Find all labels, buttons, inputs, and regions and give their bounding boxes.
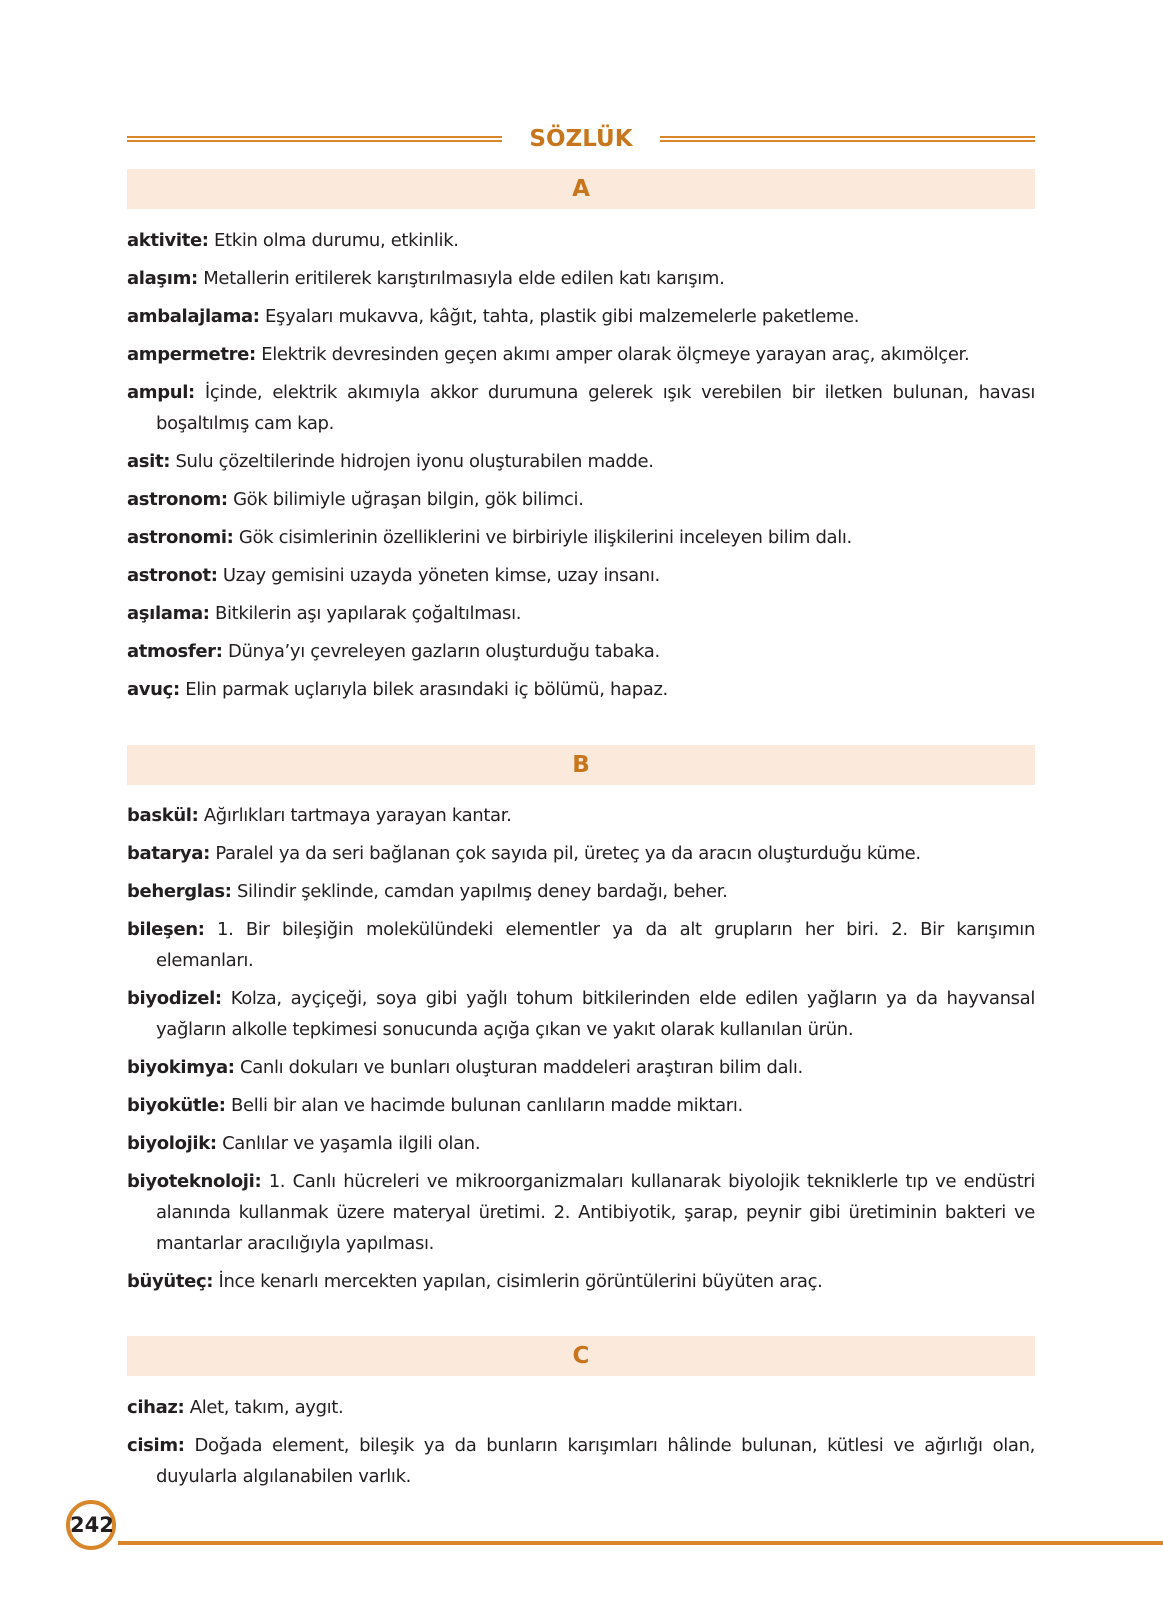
glossary-entry [127,1052,1035,1083]
entry-term: alaşım: [127,268,198,289]
entry-definition: Gök bilimiyle uğraşan bilgin, gök bilimci. [233,489,584,510]
glossary-entry [127,1430,1035,1492]
entry-definition: Elin parmak uçlarıyla bilek arasındaki iç bölümü, hapaz. [185,679,668,700]
glossary-entry [127,983,1035,1045]
footer-rule [118,1541,1163,1545]
entry-definition: Dünya’yı çevreleyen gazların oluşturduğu tabaka. [227,641,660,662]
entry-term: ampul: [127,382,195,403]
glossary-entry [127,674,1035,705]
entry-term: avuç: [127,679,180,700]
glossary-entry [127,560,1035,591]
entry-term: asit: [127,451,171,472]
entry-list-a [127,225,1035,712]
glossary-entry [127,800,1035,831]
entry-term: cisim: [127,1435,185,1456]
glossary-entry [127,446,1035,477]
entry-term: bileşen: [127,919,205,940]
glossary-entry [127,876,1035,907]
glossary-entry [127,636,1035,667]
entry-definition: Silindir şeklinde, camdan yapılmış deney bardağı, beher. [236,881,728,902]
entry-definition: Elektrik devresinden geçen akımı amper olarak ölçmeye yarayan araç, akımölçer. [261,344,970,365]
section-header-b: B [127,745,1035,785]
glossary-entry [127,484,1035,515]
glossary-entry [127,838,1035,869]
glossary-entry [127,1266,1035,1297]
entry-definition: Canlı dokuları ve bunları oluşturan maddeleri araştıran bilim dalı. [240,1057,803,1078]
entry-term: beherglas: [127,881,232,902]
entry-definition: Bitkilerin aşı yapılarak çoğaltılması. [215,603,522,624]
glossary-entry [127,598,1035,629]
entry-definition: İnce kenarlı mercekten yapılan, cisimlerin görüntülerini büyüten araç. [218,1271,823,1292]
entry-definition: Canlılar ve yaşamla ilgili olan. [222,1133,481,1154]
entry-definition: Uzay gemisini uzayda yöneten kimse, uzay insanı. [222,565,660,586]
glossary-entry [127,914,1035,976]
entry-definition: Doğada element, bileşik ya da bunların karışımları hâlinde bulunan, kütlesi ve ağırlığı olan, duyularla algılanabilen varlık. [156,1435,1036,1487]
entry-definition: 1. Bir bileşiğin molekülündeki elementler ya da alt grupların her biri. 2. Bir karışımın elemanları. [156,919,1036,971]
glossary-entry [127,301,1035,332]
entry-term: astronom: [127,489,228,510]
glossary-entry [127,1090,1035,1121]
glossary-entry [127,522,1035,553]
entry-term: astronot: [127,565,218,586]
glossary-entry [127,339,1035,370]
page-number: 242 [66,1500,116,1550]
entry-term: biyokimya: [127,1057,235,1078]
entry-term: aşılama: [127,603,210,624]
entry-definition: Sulu çözeltilerinde hidrojen iyonu oluşturabilen madde. [175,451,654,472]
entry-definition: 1. Canlı hücreleri ve mikroorganizmaları kullanarak biyolojik tekniklerle tıp ve endüstri alanında kullanmak üzere materyal üretimi. 2. Antibiyotik, şarap, peynir gibi üretiminin bakteri ve mantarlar aracılığıyla yapılması. [156,1171,1035,1254]
header-rule-right [660,136,1035,142]
entry-term: cihaz: [127,1397,185,1418]
glossary-entry [127,1128,1035,1159]
entry-term: aktivite: [127,230,209,251]
glossary-entry [127,263,1035,294]
entry-term: baskül: [127,805,199,826]
entry-definition: Paralel ya da seri bağlanan çok sayıda pil, üreteç ya da aracın oluşturduğu küme. [215,843,921,864]
entry-term: astronomi: [127,527,234,548]
entry-definition: Eşyaları mukavva, kâğıt, tahta, plastik gibi malzemelerle paketleme. [265,306,860,327]
entry-term: biyolojik: [127,1133,217,1154]
entry-definition: Kolza, ayçiçeği, soya gibi yağlı tohum bitkilerinden elde edilen yağların ya da hayvansal yağların alkolle tepkimesi sonucunda açığa çıkan ve yakıt olarak kullanılan ürün. [156,988,1035,1040]
entry-definition: Ağırlıkları tartmaya yarayan kantar. [203,805,512,826]
entry-term: biyokütle: [127,1095,226,1116]
entry-definition: Gök cisimlerinin özelliklerini ve birbiriyle ilişkilerini inceleyen bilim dalı. [238,527,852,548]
section-header-c: C [127,1336,1035,1376]
entry-definition: Alet, takım, aygıt. [189,1397,344,1418]
entry-term: ampermetre: [127,344,256,365]
entry-term: ambalajlama: [127,306,260,327]
entry-definition: Belli bir alan ve hacimde bulunan canlıların madde miktarı. [231,1095,743,1116]
glossary-entry [127,377,1035,439]
entry-list-c [127,1392,1035,1499]
glossary-entry [127,225,1035,256]
glossary-entry [127,1166,1035,1259]
page-title: SÖZLÜK [529,126,633,152]
glossary-entry [127,1392,1035,1423]
page-header [127,124,1035,158]
entry-term: biyodizel: [127,988,222,1009]
entry-definition: İçinde, elektrik akımıyla akkor durumuna gelerek ışık verebilen bir iletken bulunan, havası boşaltılmış cam kap. [156,382,1035,434]
section-header-a: A [127,169,1035,209]
entry-definition: Etkin olma durumu, etkinlik. [214,230,459,251]
entry-list-b [127,800,1035,1304]
entry-term: büyüteç: [127,1271,214,1292]
entry-term: biyoteknoloji: [127,1171,262,1192]
entry-term: batarya: [127,843,210,864]
entry-term: atmosfer: [127,641,223,662]
entry-definition: Metallerin eritilerek karıştırılmasıyla elde edilen katı karışım. [203,268,725,289]
